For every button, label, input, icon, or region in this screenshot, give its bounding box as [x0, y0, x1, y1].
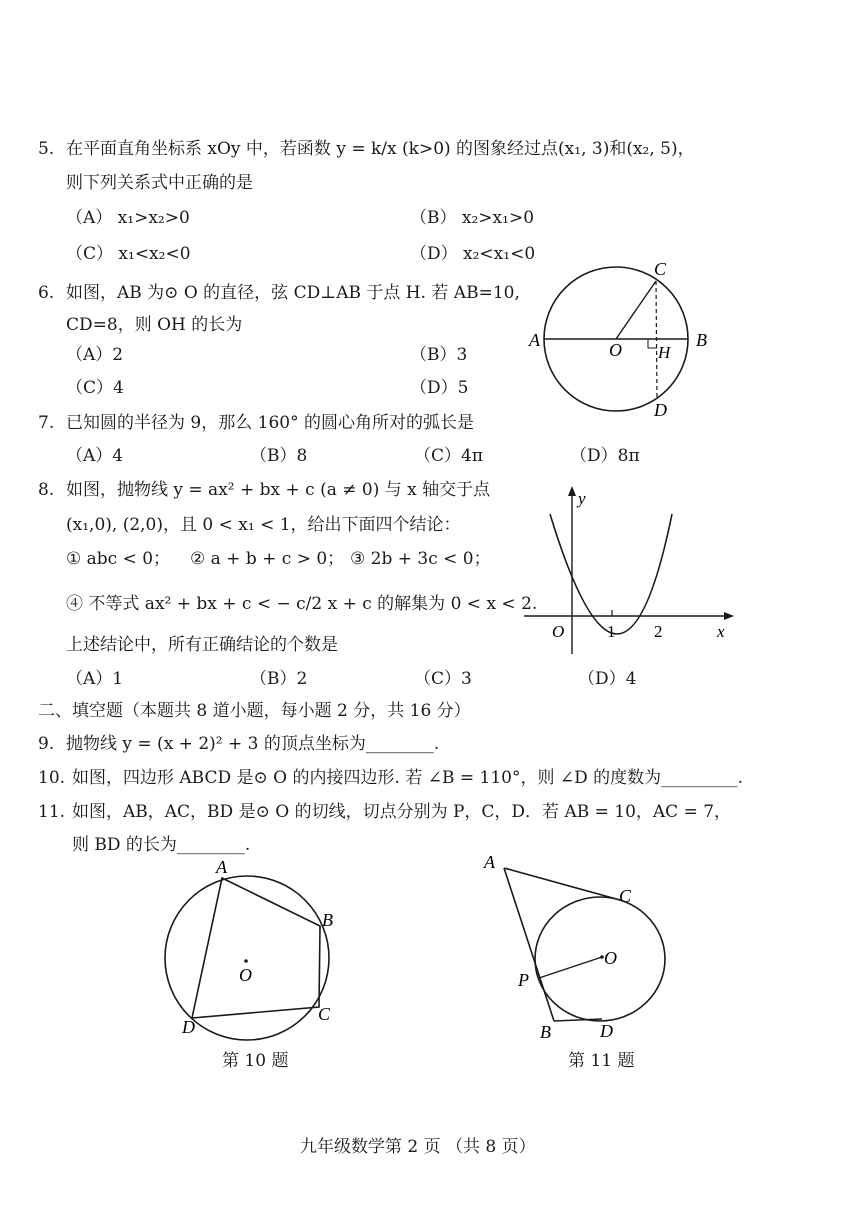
q10-quadrilateral [192, 878, 320, 1018]
q8-conclusion-4: ④ 不等式 ax² + bx + c < − c/2 x + c 的解集为 0 < x < 2. [66, 594, 538, 614]
q10-center-point [244, 959, 248, 963]
q8-label-2: 2 [654, 622, 663, 641]
q6-radius-oc [616, 281, 656, 339]
q8-stem-line1: 如图，抛物线 y = ax² + bx + c (a ≠ 0) 与 x 轴交于点 [66, 480, 491, 500]
q11-label-o: O [604, 948, 617, 968]
q8-parabola-figure [520, 484, 740, 659]
q11-number: 11. [38, 802, 66, 822]
page-footer: 九年级数学第 2 页 （共 8 页） [300, 1137, 536, 1157]
q7-option-d: （D）8π [570, 446, 640, 466]
q10-label-c: C [318, 1004, 331, 1024]
q8-stem-line3: 上述结论中，所有正确结论的个数是 [66, 635, 338, 655]
q6-option-d: （D）5 [410, 378, 469, 398]
q11-radius-op [539, 957, 602, 978]
q11-label-b: B [540, 1022, 551, 1042]
q6-option-c: （C）4 [66, 378, 124, 398]
q8-number: 8. [38, 480, 55, 500]
q5-option-c: （C） x₁<x₂<0 [66, 244, 191, 264]
q10-text: 如图，四边形 ABCD 是⊙ O 的内接四边形. 若 ∠B = 110°，则 ∠D 的度数为_________. [72, 768, 744, 788]
q6-label-a: A [529, 330, 540, 350]
q6-label-c: C [654, 259, 667, 279]
q11-tangent-ab [504, 868, 554, 1021]
q8-conclusion-2: ② a + b + c > 0； [190, 549, 345, 569]
q6-option-b: （B）3 [410, 345, 468, 365]
q6-stem-line1: 如图，AB 为⊙ O 的直径，弦 CD⊥AB 于点 H. 若 AB=10, [66, 283, 520, 303]
q11-label-c: C [619, 886, 632, 906]
q10-label-b: B [322, 910, 333, 930]
q11-label-a: A [484, 852, 495, 872]
q6-label-h: H [658, 343, 671, 362]
q8-option-a: （A）1 [66, 669, 124, 689]
q7-option-a: （A）4 [66, 446, 124, 466]
q8-conclusion-1: ① abc < 0； [66, 549, 171, 569]
q11-label-p: P [518, 970, 529, 990]
q9-text: 抛物线 y = (x + 2)² + 3 的顶点坐标为________. [66, 734, 440, 754]
q6-right-angle-mark [648, 339, 657, 348]
q6-number: 6. [38, 283, 55, 303]
q7-number: 7. [38, 413, 55, 433]
q6-stem-line2: CD=8，则 OH 的长为 [66, 315, 243, 335]
q10-label-d: D [182, 1017, 195, 1037]
q8-option-b: （B）2 [250, 669, 308, 689]
q5-option-b: （B） x₂>x₁>0 [410, 208, 535, 228]
q10-circle [165, 876, 329, 1040]
q11-figure [478, 846, 678, 1046]
q8-option-d: （D）4 [578, 669, 637, 689]
q5-stem-line1: 在平面直角坐标系 xOy 中，若函数 y = k/x (k>0) 的图象经过点(x₁, 3)和(x₂, 5)， [66, 139, 695, 159]
q8-y-arrow [568, 486, 576, 496]
q10-number: 10. [38, 768, 66, 788]
q11-text-line2: 则 BD 的长为________. [72, 835, 251, 855]
q8-label-o: O [552, 622, 565, 641]
q8-conclusion-3: ③ 2b + 3c < 0； [350, 549, 491, 569]
q10-caption: 第 10 题 [222, 1051, 289, 1071]
q8-option-c: （C）3 [414, 669, 472, 689]
q6-chord-cd [656, 281, 657, 398]
q7-option-b: （B）8 [250, 446, 308, 466]
q7-stem: 已知圆的半径为 9，那么 160° 的圆心角所对的弧长是 [66, 413, 474, 433]
q8-x-arrow [724, 612, 734, 620]
q8-label-1: 1 [607, 622, 616, 641]
q6-label-d: D [654, 400, 667, 420]
q6-label-b: B [696, 330, 707, 350]
q5-option-a: （A） x₁>x₂>0 [66, 208, 190, 228]
q11-circle [535, 897, 665, 1021]
q8-stem-line2: (x₁,0), (2,0)，且 0 < x₁ < 1，给出下面四个结论： [66, 515, 461, 535]
q6-label-o: O [609, 340, 622, 360]
q10-label-a: A [216, 858, 227, 877]
q11-label-d: D [600, 1021, 613, 1041]
section-2-heading: 二、填空题（本题共 8 道小题，每小题 2 分，共 16 分） [38, 701, 471, 721]
q8-label-y: y [578, 489, 586, 508]
q9-number: 9. [38, 734, 55, 754]
q11-text-line1: 如图，AB，AC，BD 是⊙ O 的切线，切点分别为 P，C，D．若 AB = 10，AC = 7， [72, 802, 732, 822]
q10-label-o: O [239, 965, 252, 985]
q5-stem-line2: 则下列关系式中正确的是 [66, 173, 253, 193]
q8-label-x: x [717, 622, 725, 641]
q5-number: 5. [38, 139, 55, 159]
q11-caption: 第 11 题 [568, 1051, 635, 1071]
q7-option-c: （C）4π [414, 446, 483, 466]
q5-option-d: （D） x₂<x₁<0 [410, 244, 536, 264]
q6-option-a: （A）2 [66, 345, 124, 365]
q6-circle-figure [520, 258, 720, 423]
q11-tangent-ac [504, 868, 620, 900]
q10-figure [150, 858, 360, 1048]
